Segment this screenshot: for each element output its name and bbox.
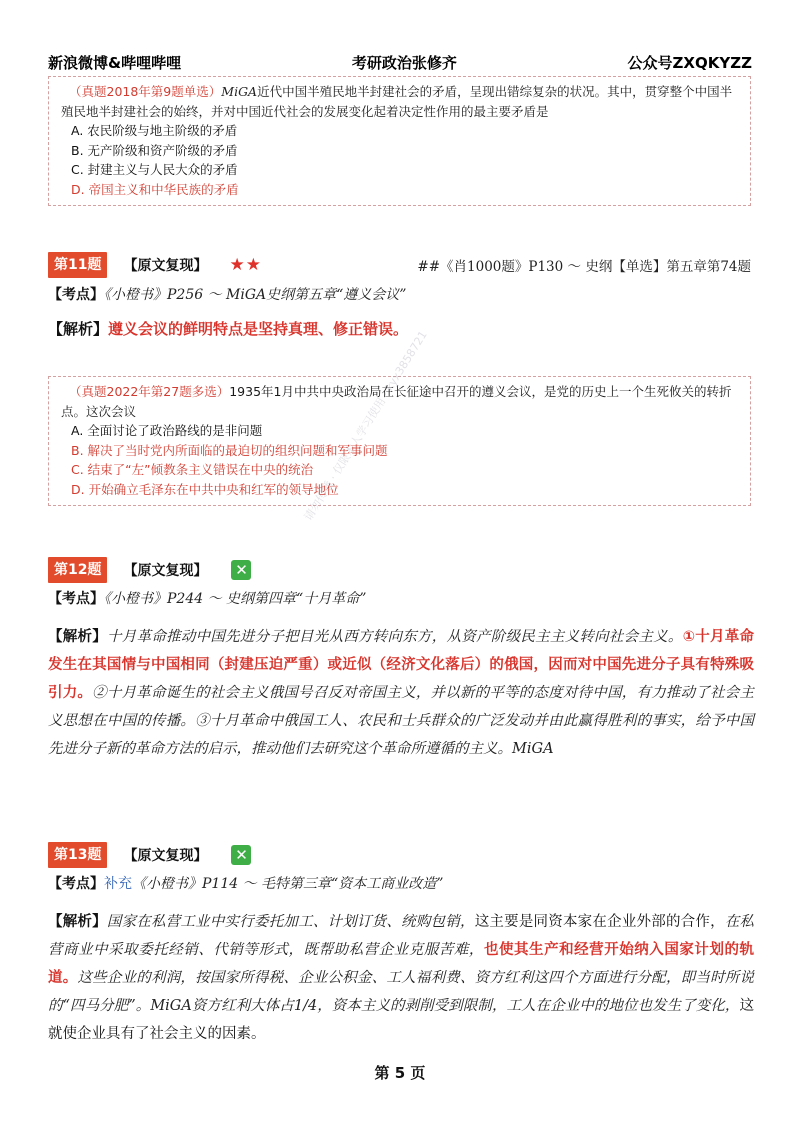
question-text: 1935年1月中共中央政治局在长征途中召开的遵义会议，是党的历史上一个生死攸关的转折点。这次会议 — [61, 384, 732, 419]
option-b: B. 无产阶级和资产阶级的矛盾 — [71, 142, 238, 158]
option-c: C. 封建主义与人民大众的矛盾 — [71, 162, 238, 177]
page-header — [48, 50, 752, 74]
kaodian-label: 【考点】 — [48, 876, 104, 892]
question-type: 【原文复现】 — [123, 848, 208, 864]
jiexi-hand-3: 这些企业的利润，按国家所得税、企业公积金、工人福利费、资方红利这四个方面进行分配，即当时所说的“四马分肥”。 — [48, 970, 755, 1014]
question-type: 【原文复现】 — [123, 258, 208, 274]
question-11-header — [48, 252, 751, 278]
q13-kaodian — [48, 873, 758, 895]
jiexi-label: 【解析】 — [48, 914, 107, 930]
jiexi-label: 【解析】 — [48, 320, 109, 338]
star-rating-icon: ★★ — [229, 255, 262, 275]
jiexi-text-1: 十月革命推动中国先进分子把目光从西方转向东方，从资产阶级民主主义转向社会主义。 — [107, 629, 683, 645]
cross-mark-icon: ✕ — [231, 560, 251, 580]
q13-jiexi — [48, 908, 754, 1048]
jiexi-hand-1: 国家在私营工业中实行委托加工、计划订货、统购包销， — [106, 914, 475, 930]
jiexi-highlight: 也使其生产和经营开始纳入国家计划的轨道。 — [48, 942, 755, 986]
kaodian-label: 【考点】 — [48, 287, 104, 303]
question-12-header — [48, 557, 751, 583]
jiexi-text-2: ②十月革命诞生的社会主义俄国号召反对帝国主义，并以新的平等的态度对待中国，有力推动了社会主义思想在中国的传播。③十月革命中俄国工人、农民和士兵群众的广泛发动并由此赢得胜利的事实，给予中国先进分子新的革命方法的启示，推动他们去研究这个革命所遵循的主义。 — [48, 685, 754, 757]
header-center: 考研政治张修齐 — [351, 53, 457, 72]
kaodian-text: 《小橙书》P256 ～ MiGA史纲第五章“遵义会议” — [104, 287, 407, 303]
kaodian-label: 【考点】 — [48, 591, 104, 607]
cross-mark-icon: ✕ — [231, 845, 251, 865]
question-stem — [61, 82, 738, 121]
q12-jiexi — [48, 623, 754, 763]
kaodian-text: 《小橙书》P114 ～ 毛特第三章“资本工商业改造” — [132, 876, 444, 892]
jiexi-hand-4: 资方红利大体占1/4，资本主义的剥削受到限制，工人在企业中的地位也发生了变化， — [191, 998, 740, 1014]
option-d-correct: D. 帝国主义和中华民族的矛盾 — [71, 181, 239, 197]
watermark: 请勿传播 · 仅限本人学习使用 · kyx3858721 — [301, 328, 430, 523]
jiexi-hand-2: 在私营商业中采取委托经销、代销等形式，既帮助私营企业克服苦难， — [48, 914, 755, 958]
option-c-correct: C. 结束了“左”倾教条主义错误在中央的统治 — [71, 462, 314, 477]
q12-kaodian — [48, 588, 758, 610]
jiexi-label: 【解析】 — [48, 629, 108, 645]
question-13-header — [48, 842, 751, 868]
option-a: A. 农民阶级与地主阶级的矛盾 — [71, 123, 238, 138]
question-type: 【原文复现】 — [123, 563, 208, 579]
kaodian-text: 《小橙书》P244 ～ 史纲第四章“十月革命” — [104, 591, 367, 607]
question-text: 近代中国半殖民地半封建社会的矛盾，呈现出错综复杂的状况。其中，贯穿整个中国半殖民地半封建社会的始终，并对中国近代社会的发展变化起着决定性作用的最主要矛盾是 — [61, 84, 733, 119]
jiexi-highlight: ①十月革命发生在其国情与中国相同（封建压迫严重）或近似（经济文化落后）的俄国，因而对中国先进分子具有特殊吸引力。 — [48, 629, 755, 701]
header-left: 新浪微博&哔哩哔哩 — [48, 53, 182, 72]
question-prefix: （真题2022年第27题多选） — [69, 384, 230, 399]
supplement-tag: 补充 — [104, 876, 132, 892]
exam-question-box-2018 — [48, 76, 751, 206]
question-number-badge: 第13题 — [48, 842, 107, 868]
question-prefix: （真题2018年第9题单选） — [69, 84, 222, 99]
q11-kaodian — [48, 284, 758, 306]
header-right: 公众号ZXQKYZZ — [627, 53, 752, 72]
brand-mark: MiGA — [150, 998, 192, 1014]
question-source: ##《肖1000题》P130 ～ 史纲【单选】第五章第74题 — [417, 259, 751, 275]
jiexi-text-1: 这主要是同资本家在企业外部的合作， — [474, 914, 725, 930]
page-number: 第 5 页 — [374, 1064, 426, 1082]
exam-question-box-2022 — [48, 376, 751, 506]
question-stem — [61, 382, 738, 421]
question-number-badge: 第12题 — [48, 557, 107, 583]
q11-jiexi — [48, 318, 758, 340]
brand-mark: MiGA — [512, 741, 554, 757]
jiexi-text-2: 这就使企业具有了社会主义的因素。 — [48, 998, 754, 1042]
option-a: A. 全面讨论了政治路线的是非问题 — [71, 423, 263, 438]
option-d-correct: D. 开始确立毛泽东在中共中央和红军的领导地位 — [71, 481, 339, 497]
brand-mark: MiGA — [221, 84, 258, 99]
question-number-badge: 第11题 — [48, 252, 107, 278]
jiexi-highlight: 遵义会议的鲜明特点是坚持真理、修正错误。 — [108, 320, 409, 338]
option-b-correct: B. 解决了当时党内所面临的最迫切的组织问题和军事问题 — [71, 442, 388, 458]
